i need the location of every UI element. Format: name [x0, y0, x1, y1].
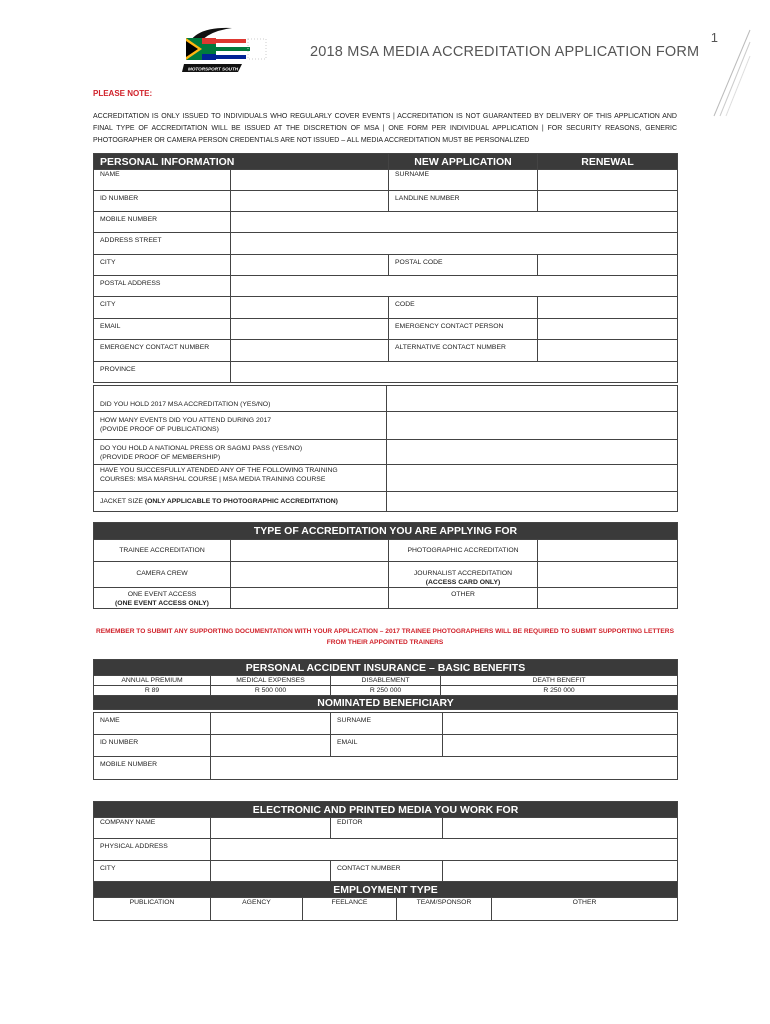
q4-line1: HAVE YOU SUCCESFULLY ATENDED ANY OF THE FOLLOWING TRAINING — [100, 467, 338, 474]
photographic-label: PHOTOGRAPHIC ACCREDITATION — [389, 540, 538, 562]
personal-info-heading: PERSONAL INFORMATION — [94, 154, 389, 170]
city-label: CITY — [94, 255, 231, 276]
one-event-text: ONE EVENT ACCESS — [127, 591, 197, 598]
annual-premium-label: ANNUAL PREMIUM — [94, 676, 211, 686]
media-city-field[interactable] — [211, 861, 331, 882]
emergency-person-label: EMERGENCY CONTACT PERSON — [389, 319, 538, 340]
editor-label: EDITOR — [331, 818, 443, 839]
q2-line1: HOW MANY EVENTS DID YOU ATTEND DURING 2017 — [100, 417, 272, 424]
mobile-field[interactable] — [231, 212, 678, 233]
journalist-text: JOURNALIST ACCREDITATION — [413, 570, 513, 577]
physical-address-field[interactable] — [211, 839, 678, 861]
media-table — [93, 801, 678, 882]
team-sponsor-option[interactable]: TEAM/SPONSOR — [397, 898, 492, 921]
emergency-person-field[interactable] — [538, 319, 678, 340]
name-field[interactable] — [231, 170, 389, 191]
code-label: CODE — [389, 297, 538, 319]
trainee-checkbox[interactable] — [231, 540, 389, 562]
postal-address-label: POSTAL ADDRESS — [94, 276, 231, 297]
agency-option[interactable]: AGENCY — [211, 898, 303, 921]
id-number-field[interactable] — [231, 191, 389, 212]
camera-checkbox[interactable] — [231, 562, 389, 588]
landline-field[interactable] — [538, 191, 678, 212]
q2-label — [94, 412, 387, 440]
journalist-checkbox[interactable] — [538, 562, 678, 588]
email-field[interactable] — [231, 319, 389, 340]
address-street-field[interactable] — [231, 233, 678, 255]
alt-number-field[interactable] — [538, 340, 678, 362]
email-label: EMAIL — [94, 319, 231, 340]
form-title: 2018 MSA MEDIA ACCREDITATION APPLICATION FORM — [310, 44, 700, 60]
employment-table — [93, 881, 678, 921]
beneficiary-surname-field[interactable] — [443, 713, 678, 735]
annual-premium-value: R 89 — [94, 686, 211, 696]
jacket-size-text: JACKET SIZE — [100, 498, 145, 505]
photographic-checkbox[interactable] — [538, 540, 678, 562]
camera-label: CAMERA CREW — [94, 562, 231, 588]
note-text: ACCREDITATION IS ONLY ISSUED TO INDIVIDUALS WHO REGULARLY COVER EVENTS | ACCREDITATION IS NOT GUARANTEED BY DELIVERY OF THIS APPLICATION AND FINAL TYPE OF ACCREDITATION WILL BE ISSUED AT THE DISCRETION OF MSA | ONE FORM PER INDIVIDUAL APPLICATION | FOR SECURITY REASONS, GENERIC PHOTOGRAPHER OR CAMERA PERSON CREDENTIALS ARE NOT ISSUED – ALL MEDIA ACCREDITATION MUST BE PERSONALIZED — [93, 113, 677, 144]
trainee-label: TRAINEE ACCREDITATION — [94, 540, 231, 562]
media-heading: ELECTRONIC AND PRINTED MEDIA YOU WORK FOR — [94, 802, 678, 818]
beneficiary-table — [93, 712, 678, 780]
insurance-table — [93, 659, 678, 710]
remember-note: REMEMBER TO SUBMIT ANY SUPPORTING DOCUMENTATION WITH YOUR APPLICATION – 2017 TRAINEE PHOTOGRAPHERS WILL BE REQUIRED TO SUBMIT SUPPORTING LETTERS FROM THEIR APPOINTED TRAINERS — [96, 628, 674, 646]
code-field[interactable] — [538, 297, 678, 319]
beneficiary-heading: NOMINATED BENEFICIARY — [94, 696, 678, 710]
questions-table — [93, 385, 678, 512]
q2-field[interactable] — [387, 412, 678, 440]
beneficiary-mobile-field[interactable] — [211, 757, 678, 780]
page-number: 1 — [710, 30, 718, 45]
emergency-number-label: EMERGENCY CONTACT NUMBER — [94, 340, 231, 362]
contact-number-label: CONTACT NUMBER — [331, 861, 443, 882]
emergency-number-field[interactable] — [231, 340, 389, 362]
other-label: OTHER — [389, 588, 538, 609]
feelance-option[interactable]: FEELANCE — [303, 898, 397, 921]
one-event-only-text: (ONE EVENT ACCESS ONLY) — [115, 600, 209, 607]
one-event-checkbox[interactable] — [231, 588, 389, 609]
beneficiary-name-label: NAME — [94, 713, 211, 735]
death-benefit-label: DEATH BENEFIT — [441, 676, 678, 686]
physical-address-label: PHYSICAL ADDRESS — [94, 839, 211, 861]
landline-label: LANDLINE NUMBER — [389, 191, 538, 212]
q3-field[interactable] — [387, 440, 678, 465]
personal-info-table — [93, 153, 678, 383]
q3-line2: (PROVIDE PROOF OF MEMBERSHIP) — [100, 454, 221, 461]
disablement-value: R 250 000 — [331, 686, 441, 696]
company-name-label: COMPANY NAME — [94, 818, 211, 839]
logo-text: MOTORSPORT SOUTH AFRICA — [188, 66, 257, 72]
city2-label: CITY — [94, 297, 231, 319]
q1-field[interactable] — [387, 386, 678, 412]
one-event-label — [94, 588, 231, 609]
province-label: PROVINCE — [94, 362, 231, 383]
address-street-label: ADDRESS STREET — [94, 233, 231, 255]
id-number-label: ID NUMBER — [94, 191, 231, 212]
other-option[interactable]: OTHER — [492, 898, 678, 921]
beneficiary-name-field[interactable] — [211, 713, 331, 735]
q3-line1: DO YOU HOLD A NATIONAL PRESS OR SAGMJ PASS (YES/NO) — [100, 445, 303, 452]
other-checkbox[interactable] — [538, 588, 678, 609]
surname-label: SURNAME — [389, 170, 538, 191]
surname-field[interactable] — [538, 170, 678, 191]
postal-code-label: POSTAL CODE — [389, 255, 538, 276]
q4-line2: COURSES: MSA MARSHAL COURSE | MSA MEDIA TRAINING COURSE — [100, 476, 326, 483]
accreditation-table — [93, 522, 678, 609]
beneficiary-email-field[interactable] — [443, 735, 678, 757]
note-title: PLEASE NOTE: — [93, 89, 153, 98]
province-field[interactable] — [231, 362, 678, 383]
contact-number-field[interactable] — [443, 861, 678, 882]
editor-field[interactable] — [443, 818, 678, 839]
employment-heading: EMPLOYMENT TYPE — [94, 882, 678, 898]
msa-logo — [172, 24, 267, 79]
access-card-text: (ACCESS CARD ONLY) — [425, 579, 501, 586]
media-city-label: CITY — [94, 861, 211, 882]
beneficiary-email-label: EMAIL — [331, 735, 443, 757]
beneficiary-mobile-label: MOBILE NUMBER — [94, 757, 211, 780]
new-application-heading: NEW APPLICATION — [389, 154, 538, 170]
postal-address-field[interactable] — [231, 276, 678, 297]
insurance-heading: PERSONAL ACCIDENT INSURANCE – BASIC BENEFITS — [94, 660, 678, 676]
journalist-label — [389, 562, 538, 588]
q5-label — [94, 492, 387, 512]
q3-label — [94, 440, 387, 465]
death-benefit-value: R 250 000 — [441, 686, 678, 696]
alt-number-label: ALTERNATIVE CONTACT NUMBER — [389, 340, 538, 362]
city2-field[interactable] — [231, 297, 389, 319]
postal-code-field[interactable] — [538, 255, 678, 276]
renewal-heading: RENEWAL — [538, 154, 678, 170]
beneficiary-surname-label: SURNAME — [331, 713, 443, 735]
jacket-size-note: (ONLY APPLICABLE TO PHOTOGRAPHIC ACCREDITATION) — [144, 498, 338, 505]
company-name-field[interactable] — [211, 818, 331, 839]
q4-label — [94, 465, 387, 492]
beneficiary-id-field[interactable] — [211, 735, 331, 757]
accreditation-heading: TYPE OF ACCREDITATION YOU ARE APPLYING FOR — [94, 523, 678, 540]
q5-field[interactable] — [387, 492, 678, 512]
disablement-label: DISABLEMENT — [331, 676, 441, 686]
medical-expenses-value: R 500 000 — [211, 686, 331, 696]
city-field[interactable] — [231, 255, 389, 276]
beneficiary-id-label: ID NUMBER — [94, 735, 211, 757]
medical-expenses-label: MEDICAL EXPENSES — [211, 676, 331, 686]
corner-decoration — [712, 28, 752, 118]
q1-label: DID YOU HOLD 2017 MSA ACCREDITATION (YES/NO) — [94, 386, 387, 412]
q2-line2: (POVIDE PROOF OF PUBLICATIONS) — [100, 426, 219, 433]
name-label: NAME — [94, 170, 231, 191]
publication-option[interactable]: PUBLICATION — [94, 898, 211, 921]
q4-field[interactable] — [387, 465, 678, 492]
mobile-label: MOBILE NUMBER — [94, 212, 231, 233]
